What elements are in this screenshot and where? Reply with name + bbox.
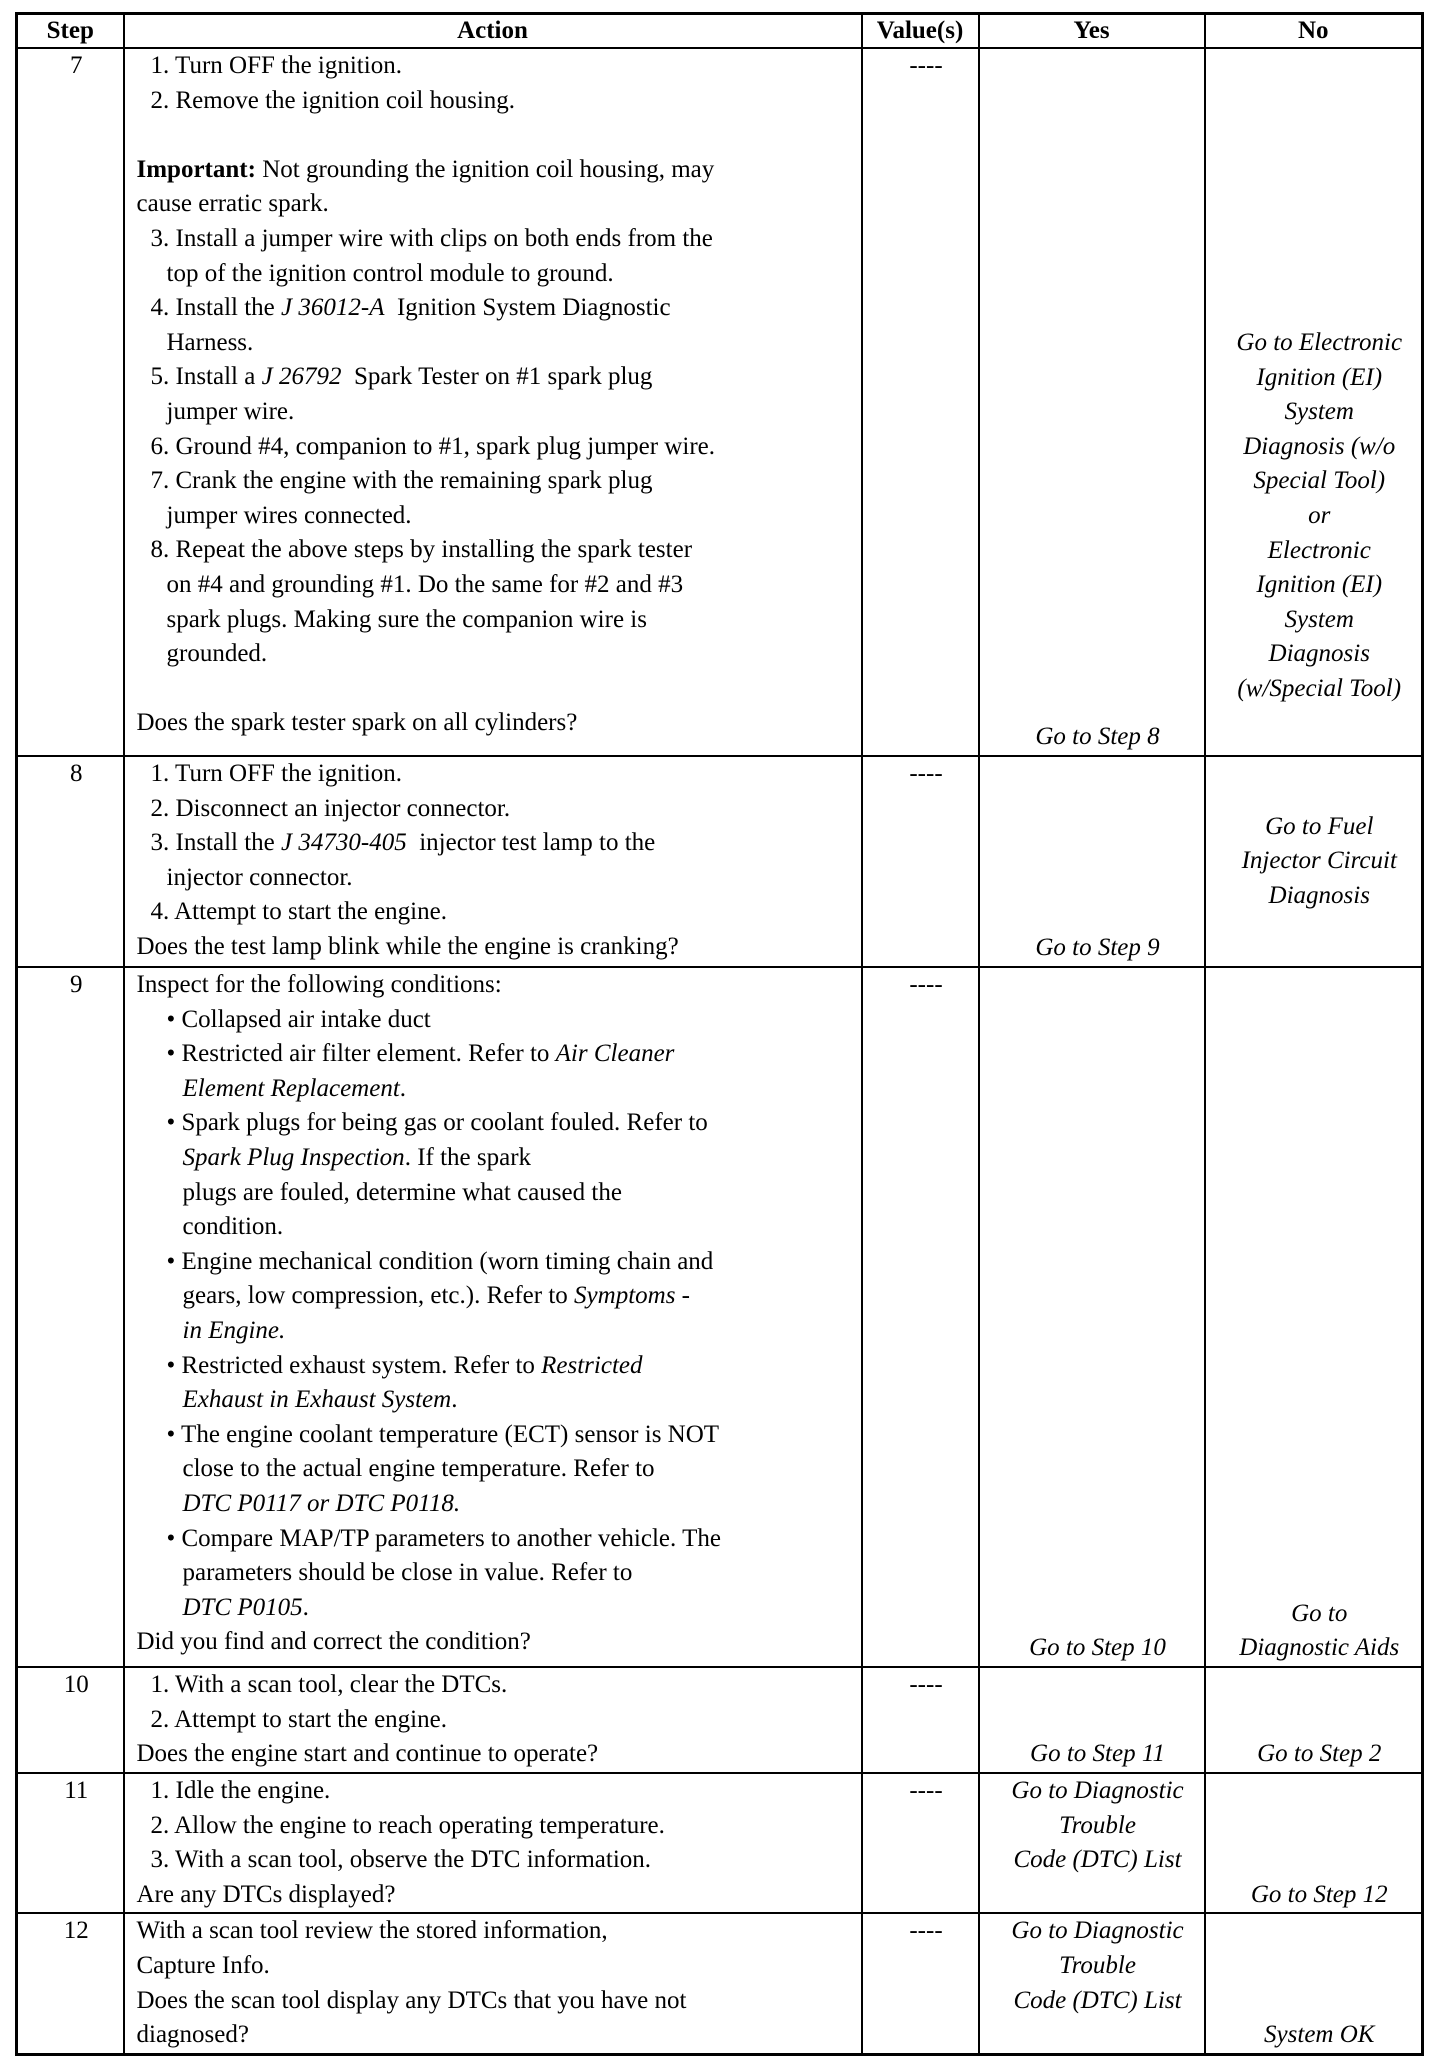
important-note: Important: Not grounding the ignition coil housing, may xyxy=(136,155,715,183)
action-cell: 1. Turn OFF the ignition. 2. Remove the ignition coil housing. Important: Not grounding the ignition coil housing, may cause erratic spark. 3. Install a jumper wire with clips on both ends from the top of the ignition control module to ground. 4. Install the J 36012-A Ignition System Diagnostic Harness. 5. Install a J 26792 Spark Tester on #1 spark plug jumper wire. 6. Ground #4, companion to #1, spark plug jumper wire. 7. Crank the engine with the remaining spark plug jumper wires connected. 8. Repeat the above steps by installing the spark tester on #4 and grounding #1. Do the same for #2 and #3 spark plugs. Making sure the companion wire is grounded. Does the spark tester spark on all cylinders? xyxy=(124,48,862,756)
table-row-step-8 xyxy=(17,756,1423,967)
action-cell: 1. Turn OFF the ignition. 2. Disconnect an injector connector. 3. Install the J 34730-405 injector test lamp to the injector connector. 4. Attempt to start the engine. Does the test lamp blink while the engine is cranking? xyxy=(124,756,862,967)
header-row xyxy=(17,14,1423,49)
doc-reference: Spark Plug Inspection xyxy=(182,1143,405,1171)
step-number: 9 xyxy=(17,967,124,1667)
table-row-step-10 xyxy=(17,1667,1423,1773)
no-cell: Go to Diagnostic Aids xyxy=(1205,967,1423,1667)
doc-reference: Air Cleaner xyxy=(555,1040,675,1068)
yes-cell: Go to Diagnostic Trouble Code (DTC) List xyxy=(979,1913,1205,2054)
step-question: Does the spark tester spark on all cylinders? xyxy=(136,709,578,737)
no-cell: Go to Electronic Ignition (EI) System Diagnosis (w/o Special Tool) or Electronic Ignition (EI) System Diagnosis (w/Special Tool) xyxy=(1205,48,1423,756)
no-cell: Go to Step 12 xyxy=(1205,1773,1423,1913)
yes-cell: Go to Diagnostic Trouble Code (DTC) List xyxy=(979,1773,1205,1913)
step-question: Does the test lamp blink while the engine is cranking? xyxy=(136,932,679,960)
header-step: Step xyxy=(17,14,124,49)
no-cell: Go to Fuel Injector Circuit Diagnosis xyxy=(1205,756,1423,967)
value-cell: ---- xyxy=(862,967,979,1667)
doc-reference: in Engine. xyxy=(182,1316,286,1344)
step-question: Are any DTCs displayed? xyxy=(136,1880,396,1908)
no-cell: System OK xyxy=(1205,1913,1423,2054)
header-action: Action xyxy=(124,14,862,49)
action-cell: Inspect for the following conditions: • Collapsed air intake duct • Restricted air filter element. Refer to Air Cleaner Element Replacement. • Spark plugs for being gas or coolant fouled. Refer to Spark Plug Inspection. If the spark plugs are fouled, determine what caused the condition. • Engine mechanical condition (worn timing chain and gears, low compression, etc.). Refer to Symptoms - in Engine. • Restricted exhaust system. Refer to Restricted Exhaust in Exhaust System. • The engine coolant temperature (ECT) sensor is NOT close to the actual engine temperature. Refer to DTC P0117 or DTC P0118. • Compare MAP/TP parameters to another vehicle. The parameters should be close in value. Refer to DTC P0105. Did you find and correct the condition? xyxy=(124,967,862,1667)
diagnostic-table xyxy=(15,12,1424,2056)
value-cell: ---- xyxy=(862,48,979,756)
action-cell: 1. Idle the engine. 2. Allow the engine to reach operating temperature. 3. With a scan tool, observe the DTC information. Are any DTCs displayed? xyxy=(124,1773,862,1913)
doc-reference: Element Replacement xyxy=(182,1074,400,1102)
doc-reference: Symptoms - xyxy=(574,1282,691,1310)
step-number: 8 xyxy=(17,756,124,967)
step-question: Did you find and correct the condition? xyxy=(136,1628,531,1656)
doc-reference: Restricted xyxy=(541,1351,643,1379)
action-cell: With a scan tool review the stored information, Capture Info. Does the scan tool display any DTCs that you have not diagnosed? xyxy=(124,1913,862,2054)
doc-reference: DTC P0117 or DTC P0118. xyxy=(182,1489,461,1517)
tool-reference: J 36012-A xyxy=(281,294,385,322)
doc-reference: DTC P0105 xyxy=(182,1593,303,1621)
tool-reference: J 34730-405 xyxy=(281,829,407,857)
yes-cell: Go to Step 8 xyxy=(979,48,1205,756)
value-cell: ---- xyxy=(862,1773,979,1913)
yes-cell: Go to Step 9 xyxy=(979,756,1205,967)
step-question: Does the engine start and continue to operate? xyxy=(136,1740,599,1768)
action-cell: 1. With a scan tool, clear the DTCs. 2. Attempt to start the engine. Does the engine start and continue to operate? xyxy=(124,1667,862,1773)
step-number: 11 xyxy=(17,1773,124,1913)
no-cell: Go to Step 2 xyxy=(1205,1667,1423,1773)
yes-cell: Go to Step 11 xyxy=(979,1667,1205,1773)
header-values: Value(s) xyxy=(862,14,979,49)
yes-cell: Go to Step 10 xyxy=(979,967,1205,1667)
table-row-step-11 xyxy=(17,1773,1423,1913)
header-yes: Yes xyxy=(979,14,1205,49)
table-row-step-7 xyxy=(17,48,1423,756)
value-cell: ---- xyxy=(862,1667,979,1773)
value-cell: ---- xyxy=(862,756,979,967)
step-number: 10 xyxy=(17,1667,124,1773)
doc-reference: Exhaust in Exhaust System xyxy=(182,1386,452,1414)
header-no: No xyxy=(1205,14,1423,49)
tool-reference: J 26792 xyxy=(261,363,342,391)
step-number: 7 xyxy=(17,48,124,756)
table-row-step-9 xyxy=(17,967,1423,1667)
step-number: 12 xyxy=(17,1913,124,2054)
table-row-step-12 xyxy=(17,1913,1423,2054)
value-cell: ---- xyxy=(862,1913,979,2054)
